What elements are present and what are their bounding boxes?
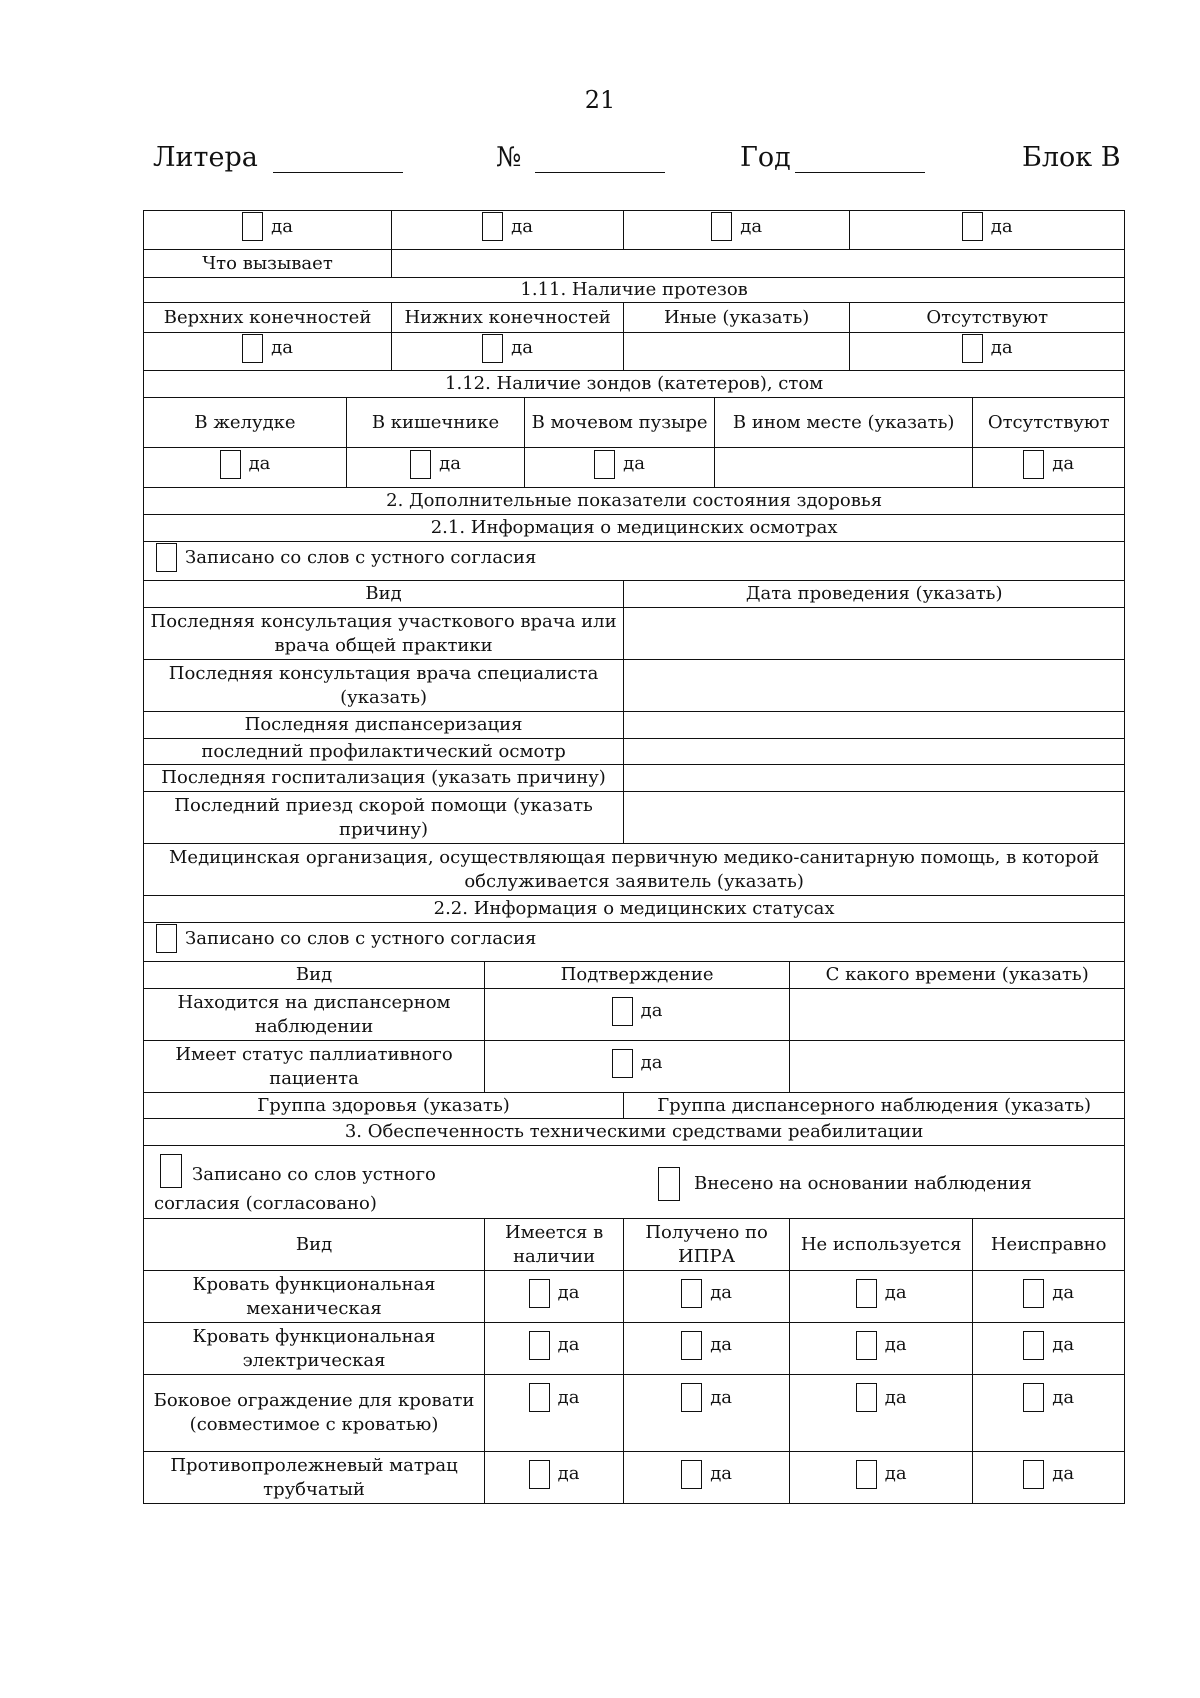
checkbox[interactable] (1023, 1460, 1044, 1489)
tsr-row-label: Кровать функциональная электрическая (144, 1323, 485, 1375)
yes-label: да (439, 453, 461, 474)
exam-row-label: последний профилактический осмотр (144, 739, 624, 765)
checkbox[interactable] (612, 997, 633, 1026)
tsr-col-ipra: Получено по ИПРА (624, 1219, 790, 1271)
probes-col-bladder: В мочевом пузыре (525, 398, 715, 448)
exam-row-label: Последняя госпитализация (указать причину) (144, 765, 624, 792)
checkbox[interactable] (681, 1331, 702, 1360)
checkbox[interactable] (529, 1331, 550, 1360)
tsr-row-label: Противопролежневый матрац трубчатый (144, 1452, 485, 1504)
exam-row-label: Последний приезд скорой помощи (указать причину) (144, 792, 624, 844)
what-causes-label: Что вызывает (144, 250, 392, 278)
yes-label: да (557, 1334, 580, 1355)
litera-field[interactable] (273, 172, 403, 173)
checkbox[interactable] (482, 334, 503, 363)
yes-label: да (511, 337, 533, 358)
page-number: 21 (584, 86, 616, 114)
status-since-field[interactable] (790, 989, 1125, 1041)
tsr-row-label: Кровать функциональная механическая (144, 1271, 485, 1323)
probes-col-intestine: В кишечнике (347, 398, 525, 448)
checkbox[interactable] (856, 1331, 877, 1360)
exam-col-date: Дата проведения (указать) (624, 581, 1125, 608)
year-field[interactable] (795, 172, 925, 173)
checkbox[interactable] (482, 212, 503, 241)
checkbox[interactable] (612, 1049, 633, 1078)
consent-checkbox[interactable] (156, 543, 177, 572)
checkbox[interactable] (856, 1279, 877, 1308)
checkbox[interactable] (962, 212, 983, 241)
number-label: № (496, 142, 522, 173)
tsr-col-unused: Не используется (790, 1219, 973, 1271)
yes-label: да (557, 1463, 580, 1484)
checkbox[interactable] (1023, 1331, 1044, 1360)
consent-checkbox[interactable] (156, 924, 177, 953)
probes-title: 1.12. Наличие зондов (катетеров), стом (144, 371, 1125, 398)
dispensary-group-label: Группа диспансерного наблюдения (указать) (624, 1093, 1125, 1119)
checkbox[interactable] (681, 1460, 702, 1489)
yes-label: да (1052, 1282, 1075, 1303)
checkbox[interactable] (1023, 1383, 1044, 1412)
tsr-row-label: Боковое ограждение для кровати (совместимое с кроватью) (144, 1375, 485, 1452)
checkbox[interactable] (529, 1383, 550, 1412)
yes-label: да (884, 1463, 907, 1484)
checkbox[interactable] (1023, 450, 1044, 479)
checkbox[interactable] (856, 1383, 877, 1412)
tsr-col-available: Имеется в наличии (485, 1219, 624, 1271)
checkbox[interactable] (1023, 1279, 1044, 1308)
yes-label: да (271, 215, 293, 237)
year-label: Год (740, 142, 791, 173)
section2-title: 2. Дополнительные показатели состояния здоровья (144, 488, 1125, 515)
prosthesis-col-absent: Отсутствуют (850, 303, 1125, 333)
number-field[interactable] (535, 172, 665, 173)
yes-label: да (990, 215, 1013, 237)
status-row-label: Имеет статус паллиативного пациента (144, 1041, 485, 1093)
yes-label: да (271, 337, 293, 358)
health-group-label: Группа здоровья (указать) (144, 1093, 624, 1119)
status-col-kind: Вид (144, 962, 485, 989)
checkbox[interactable] (681, 1279, 702, 1308)
exam-date-field[interactable] (624, 739, 1125, 765)
exam-row-label: Последняя диспансеризация (144, 712, 624, 739)
consent-label: Записано со слов устного согласия (согласовано) (154, 1164, 436, 1214)
prosthesis-title: 1.11. Наличие протезов (144, 278, 1125, 303)
yes-label: да (640, 1052, 663, 1073)
yes-label: да (710, 1282, 733, 1303)
checkbox[interactable] (410, 450, 431, 479)
section2-1-title: 2.1. Информация о медицинских осмотрах (144, 515, 1125, 542)
exam-row-label: Последняя консультация участкового врача или врача общей практики (144, 608, 624, 660)
yes-label: да (884, 1386, 907, 1408)
consent-label: Записано со слов с устного согласия (185, 546, 537, 568)
yes-label: да (710, 1386, 733, 1408)
status-col-confirm: Подтверждение (485, 962, 790, 989)
checkbox[interactable] (529, 1279, 550, 1308)
observed-checkbox[interactable] (658, 1167, 680, 1201)
yes-label: да (884, 1282, 907, 1303)
exam-date-field[interactable] (624, 765, 1125, 792)
yes-label: да (990, 337, 1013, 358)
what-causes-field[interactable] (392, 250, 1125, 278)
yes-label: да (1052, 1386, 1075, 1408)
exam-date-field[interactable] (624, 712, 1125, 739)
tsr-col-kind: Вид (144, 1219, 485, 1271)
yes-label: да (1052, 453, 1075, 474)
probes-col-other: В ином месте (указать) (715, 398, 973, 448)
prosthesis-col-other: Иные (указать) (624, 303, 850, 333)
yes-label: да (640, 1000, 663, 1021)
med-org-label: Медицинская организация, осуществляющая первичную медико-санитарную помощь, в которой обслуживается заявитель (указать) (144, 844, 1125, 896)
probes-col-stomach: В желудке (144, 398, 347, 448)
exam-col-kind: Вид (144, 581, 624, 608)
probes-other-field[interactable] (715, 448, 973, 488)
observed-label: Внесено на основании наблюдения (694, 1173, 1032, 1194)
exam-row-label: Последняя консультация врача специалиста (указать) (144, 660, 624, 712)
yes-label: да (884, 1334, 907, 1355)
yes-label: да (1052, 1463, 1075, 1484)
checkbox[interactable] (681, 1383, 702, 1412)
litera-label: Литера (153, 142, 258, 173)
status-since-field[interactable] (790, 1041, 1125, 1093)
status-col-since: С какого времени (указать) (790, 962, 1125, 989)
checkbox[interactable] (594, 450, 615, 479)
consent-label: Записано со слов с устного согласия (185, 927, 537, 949)
yes-label: да (710, 1334, 733, 1355)
status-row-label: Находится на диспансерном наблюдении (144, 989, 485, 1041)
checkbox[interactable] (529, 1460, 550, 1489)
checkbox[interactable] (242, 212, 263, 241)
yes-label: да (557, 1386, 580, 1408)
yes-label: да (557, 1282, 580, 1303)
exam-date-field[interactable] (624, 792, 1125, 844)
yes-label: да (1052, 1334, 1075, 1355)
yes-label: да (248, 453, 271, 474)
prosthesis-col-upper: Верхних конечностей (144, 303, 392, 333)
exam-date-field[interactable] (624, 608, 1125, 660)
section2-2-title: 2.2. Информация о медицинских статусах (144, 896, 1125, 923)
block-label: Блок В (1022, 142, 1121, 173)
checkbox[interactable] (242, 334, 263, 363)
yes-label: да (710, 1463, 733, 1484)
checkbox[interactable] (220, 450, 241, 479)
yes-label: да (623, 453, 645, 474)
checkbox[interactable] (856, 1460, 877, 1489)
checkbox[interactable] (711, 212, 732, 241)
form-table (143, 210, 1125, 1504)
exam-date-field[interactable] (624, 660, 1125, 712)
prosthesis-other-field[interactable] (624, 333, 850, 371)
checkbox[interactable] (962, 334, 983, 363)
yes-label: да (511, 215, 533, 237)
tsr-col-broken: Неисправно (973, 1219, 1125, 1271)
probes-col-absent: Отсутствуют (973, 398, 1125, 448)
prosthesis-col-lower: Нижних конечностей (392, 303, 624, 333)
yes-label: да (740, 215, 763, 237)
section3-title: 3. Обеспеченность техническими средствами реабилитации (144, 1119, 1125, 1146)
